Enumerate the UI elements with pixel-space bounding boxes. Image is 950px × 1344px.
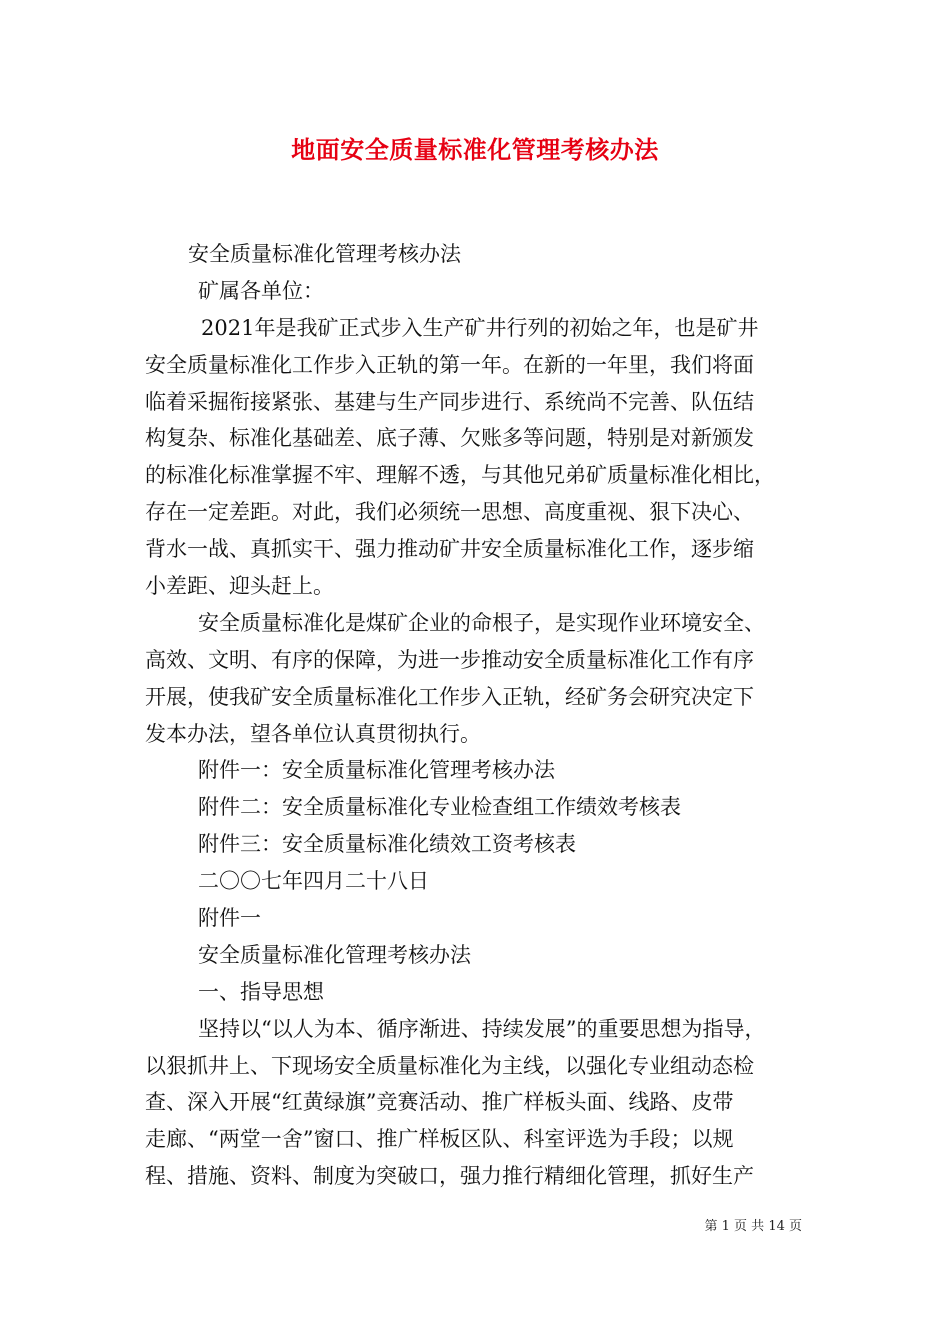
attachment-line: 附件一：安全质量标准化管理考核办法 xyxy=(198,758,555,783)
paragraph-line: 以狠抓井上、下现场安全质量标准化为主线，以强化专业组动态检 xyxy=(145,1053,754,1078)
subtitle-line: 安全质量标准化管理考核办法 xyxy=(188,242,461,266)
paragraph-line: 存在一定差距。对此，我们必须统一思想、高度重视、狠下决心、 xyxy=(145,500,754,525)
salutation-line: 矿属各单位： xyxy=(198,278,324,303)
paragraph-line: 程、措施、资料、制度为突破口，强力推行精细化管理，抓好生产 xyxy=(145,1164,754,1189)
paragraph-line: 构复杂、标准化基础差、底子薄、欠账多等问题，特别是对新颁发 xyxy=(145,426,754,451)
attachment-line: 附件三：安全质量标准化绩效工资考核表 xyxy=(198,832,576,857)
document-title: 地面安全质量标准化管理考核办法 xyxy=(291,135,659,164)
paragraph-line: 坚持以“以人为本、循序渐进、持续发展”的重要思想为指导， xyxy=(198,1016,766,1041)
page-number: 第 1 页 共 14 页 xyxy=(704,1219,802,1234)
paragraph-line: 临着采掘衔接紧张、基建与生产同步进行、系统尚不完善、队伍结 xyxy=(145,389,754,414)
paragraph-line: 查、深入开展“红黄绿旗”竞赛活动、推广样板头面、线路、皮带 xyxy=(145,1090,734,1115)
paragraph-line: 安全质量标准化工作步入正轨的第一年。在新的一年里，我们将面 xyxy=(145,352,754,377)
paragraph-line: 背水一战、真抓实干、强力推动矿井安全质量标准化工作，逐步缩 xyxy=(145,537,754,562)
paragraph-line: 2021年是我矿正式步入生产矿井行列的初始之年，也是矿井 xyxy=(201,315,759,340)
document-body xyxy=(145,236,825,1195)
attachment-line: 附件二：安全质量标准化专业检查组工作绩效考核表 xyxy=(198,795,681,820)
section-title: 安全质量标准化管理考核办法 xyxy=(198,942,471,967)
paragraph-line: 走廊、“两堂一舍”窗口、推广样板区队、科室评选为手段；以规 xyxy=(145,1127,734,1152)
attachment-heading: 附件一 xyxy=(198,906,261,931)
paragraph-line: 开展，使我矿安全质量标准化工作步入正轨，经矿务会研究决定下 xyxy=(145,684,754,709)
paragraph-line: 安全质量标准化是煤矿企业的命根子，是实现作业环境安全、 xyxy=(198,610,765,635)
date-line: 二〇〇七年四月二十八日 xyxy=(198,869,429,894)
paragraph-line: 发本办法，望各单位认真贯彻执行。 xyxy=(145,721,481,746)
paragraph-line: 的标准化标准掌握不牢、理解不透，与其他兄弟矿质量标准化相比， xyxy=(145,463,775,488)
paragraph-line: 高效、文明、有序的保障，为进一步推动安全质量标准化工作有序 xyxy=(145,647,754,672)
section-heading: 一、指导思想 xyxy=(198,979,324,1004)
paragraph-line: 小差距、迎头赶上。 xyxy=(145,574,334,599)
